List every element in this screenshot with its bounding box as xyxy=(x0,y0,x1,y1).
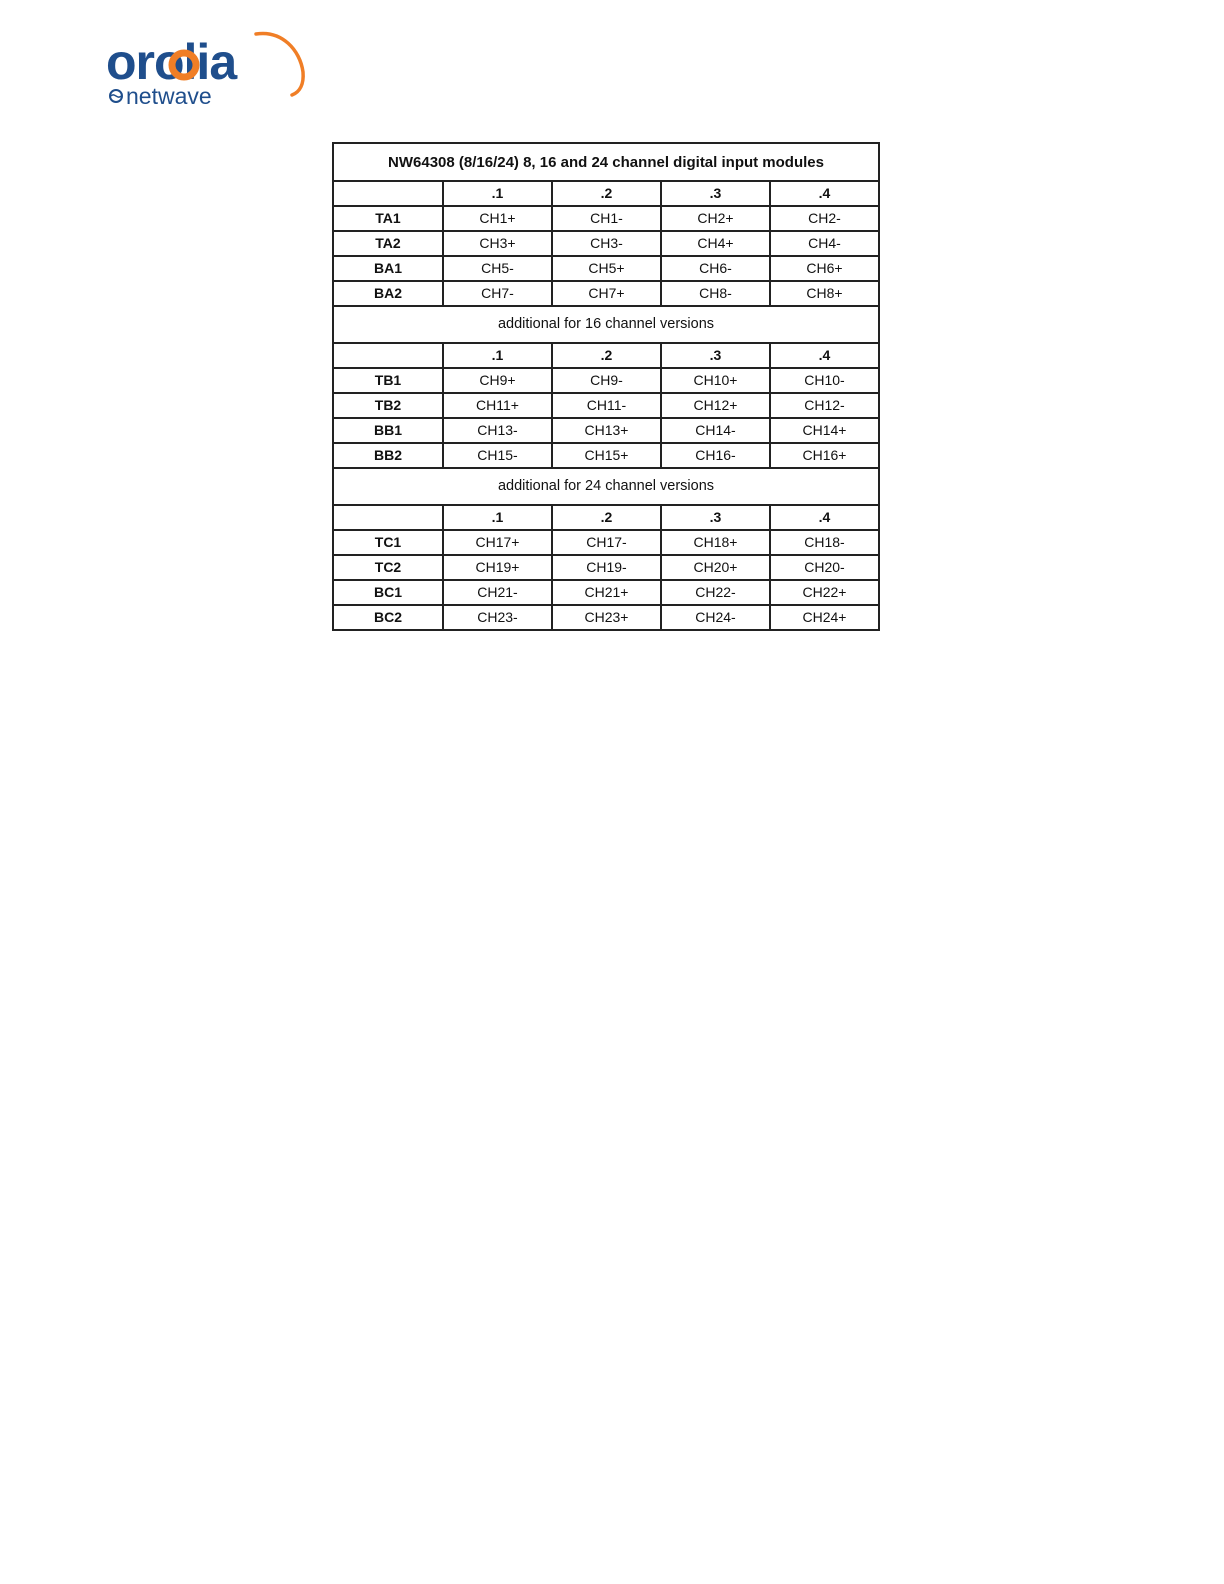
channel-cell: CH19+ xyxy=(443,555,552,580)
pin-label: TB2 xyxy=(333,393,443,418)
pin-label: BB2 xyxy=(333,443,443,468)
column-header: .4 xyxy=(770,505,879,530)
channel-cell: CH1- xyxy=(552,206,661,231)
channel-cell: CH11- xyxy=(552,393,661,418)
table-row xyxy=(333,530,879,555)
channel-cell: CH1+ xyxy=(443,206,552,231)
column-header: .4 xyxy=(770,343,879,368)
channel-cell: CH15+ xyxy=(552,443,661,468)
corner-cell xyxy=(333,505,443,530)
channel-cell: CH6- xyxy=(661,256,770,281)
column-header: .2 xyxy=(552,181,661,206)
channel-cell: CH24+ xyxy=(770,605,879,630)
table-row xyxy=(333,605,879,630)
channel-cell: CH9- xyxy=(552,368,661,393)
table-row xyxy=(333,206,879,231)
channel-cell: CH17+ xyxy=(443,530,552,555)
channel-cell: CH10+ xyxy=(661,368,770,393)
orolia-netwave-logo xyxy=(104,28,308,112)
channel-cell: CH8+ xyxy=(770,281,879,306)
channel-cell: CH23+ xyxy=(552,605,661,630)
channel-cell: CH22+ xyxy=(770,580,879,605)
table-row xyxy=(333,418,879,443)
channel-cell: CH18- xyxy=(770,530,879,555)
channel-cell: CH16- xyxy=(661,443,770,468)
channel-cell: CH9+ xyxy=(443,368,552,393)
pin-label: TB1 xyxy=(333,368,443,393)
pin-label: TA1 xyxy=(333,206,443,231)
channel-cell: CH3+ xyxy=(443,231,552,256)
logo-brand-text: orolia xyxy=(106,34,237,90)
corner-cell xyxy=(333,343,443,368)
pin-label: BB1 xyxy=(333,418,443,443)
channel-cell: CH11+ xyxy=(443,393,552,418)
channel-cell: CH21+ xyxy=(552,580,661,605)
pin-label: TC1 xyxy=(333,530,443,555)
channel-cell: CH5- xyxy=(443,256,552,281)
channel-cell: CH7+ xyxy=(552,281,661,306)
channel-cell: CH17- xyxy=(552,530,661,555)
channel-cell: CH18+ xyxy=(661,530,770,555)
channel-cell: CH3- xyxy=(552,231,661,256)
column-header: .1 xyxy=(443,505,552,530)
channel-cell: CH4+ xyxy=(661,231,770,256)
section-label: additional for 24 channel versions xyxy=(333,468,879,505)
channel-cell: CH10- xyxy=(770,368,879,393)
channel-cell: CH13+ xyxy=(552,418,661,443)
table-title: NW64308 (8/16/24) 8, 16 and 24 channel digital input modules xyxy=(333,143,879,181)
section-header-row xyxy=(333,468,879,505)
pin-label: BA2 xyxy=(333,281,443,306)
channel-cell: CH12+ xyxy=(661,393,770,418)
column-header: .2 xyxy=(552,343,661,368)
table-row xyxy=(333,555,879,580)
table-row xyxy=(333,231,879,256)
section-header-row xyxy=(333,306,879,343)
corner-cell xyxy=(333,181,443,206)
channel-cell: CH16+ xyxy=(770,443,879,468)
channel-cell: CH2+ xyxy=(661,206,770,231)
column-header: .3 xyxy=(661,343,770,368)
channel-cell: CH20- xyxy=(770,555,879,580)
channel-cell: CH14- xyxy=(661,418,770,443)
channel-cell: CH13- xyxy=(443,418,552,443)
channel-cell: CH8- xyxy=(661,281,770,306)
column-header: .4 xyxy=(770,181,879,206)
pin-assignment-table xyxy=(332,142,880,631)
pin-label: BC2 xyxy=(333,605,443,630)
channel-cell: CH5+ xyxy=(552,256,661,281)
channel-cell: CH21- xyxy=(443,580,552,605)
channel-cell: CH19- xyxy=(552,555,661,580)
pin-label: BA1 xyxy=(333,256,443,281)
table-row xyxy=(333,580,879,605)
column-header: .1 xyxy=(443,343,552,368)
channel-cell: CH20+ xyxy=(661,555,770,580)
pin-label: TC2 xyxy=(333,555,443,580)
pin-label: BC1 xyxy=(333,580,443,605)
table-row xyxy=(333,443,879,468)
column-header-row xyxy=(333,181,879,206)
table-row xyxy=(333,256,879,281)
column-header: .1 xyxy=(443,181,552,206)
table-row xyxy=(333,281,879,306)
channel-cell: CH12- xyxy=(770,393,879,418)
channel-cell: CH14+ xyxy=(770,418,879,443)
table-title-row xyxy=(333,143,879,181)
table-row xyxy=(333,393,879,418)
channel-cell: CH22- xyxy=(661,580,770,605)
column-header: .2 xyxy=(552,505,661,530)
section-label: additional for 16 channel versions xyxy=(333,306,879,343)
channel-cell: CH7- xyxy=(443,281,552,306)
channel-cell: CH15- xyxy=(443,443,552,468)
column-header-row xyxy=(333,505,879,530)
company-logo xyxy=(104,28,308,112)
channel-cell: CH4- xyxy=(770,231,879,256)
column-header-row xyxy=(333,343,879,368)
column-header: .3 xyxy=(661,505,770,530)
table-row xyxy=(333,368,879,393)
channel-cell: CH24- xyxy=(661,605,770,630)
channel-cell: CH6+ xyxy=(770,256,879,281)
channel-cell: CH2- xyxy=(770,206,879,231)
column-header: .3 xyxy=(661,181,770,206)
logo-sub-text: netwave xyxy=(126,83,212,109)
channel-cell: CH23- xyxy=(443,605,552,630)
pin-label: TA2 xyxy=(333,231,443,256)
